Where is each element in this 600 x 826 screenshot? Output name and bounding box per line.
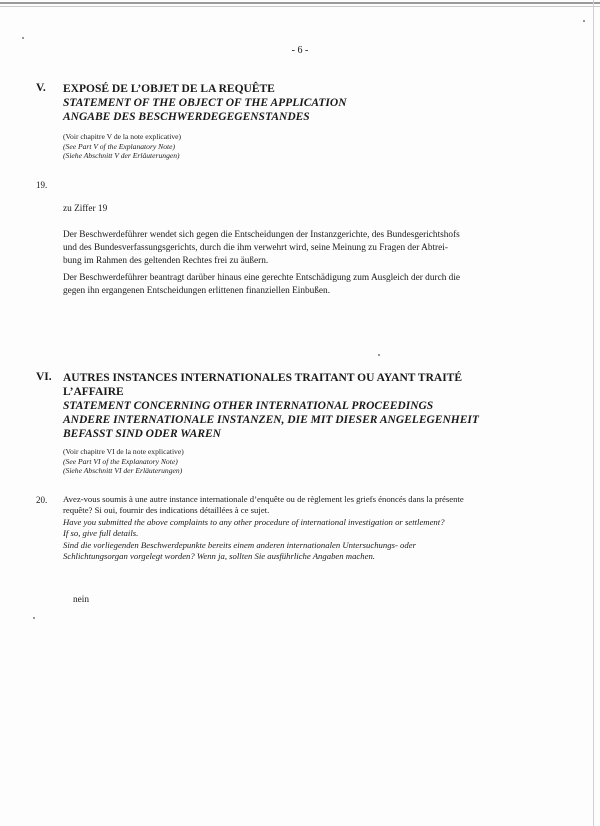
scan-speck: [33, 617, 35, 619]
section-v-title-de: ANGABE DES BESCHWERDEGEGENSTANDES: [63, 111, 310, 123]
section-v-note-de: (Siehe Abschnitt V der Erläuterungen): [63, 151, 180, 160]
item-20-question-de-line: Sind die vorliegenden Beschwerdepunkte bereits einem anderen internationalen Untersuchungs- oder: [63, 539, 416, 550]
section-vi-title-fr-cont: L’AFFAIRE: [63, 386, 124, 398]
section-vi-title-de-cont: BEFASST SIND ODER WAREN: [63, 428, 221, 440]
item-20-number: 20.: [36, 495, 48, 505]
item-19-paragraph-1-line: Der Beschwerdeführer wendet sich gegen die Entscheidungen der Instanzgerichte, des Bundesgerichtshofs: [63, 230, 460, 240]
scan-edge-right: [593, 0, 594, 826]
item-19-paragraph-2: [63, 272, 543, 298]
section-v-title-fr: EXPOSÉ DE L’OBJET DE LA REQUÊTE: [63, 83, 275, 95]
section-vi-note-fr: (Voir chapitre VI de la note explicative): [63, 447, 184, 456]
scan-edge-top-faint: [0, 6, 600, 7]
section-vi-notes: [63, 447, 184, 476]
section-vi-title: [63, 371, 479, 441]
item-20-question-fr-line: Avez-vous soumis à une autre instance internationale d’enquête ou de règlement les griefs énoncés dans la présente: [63, 494, 464, 504]
section-v-note-en: (See Part V of the Explanatory Note): [63, 141, 176, 151]
item-19-heading: zu Ziffer 19: [63, 204, 108, 214]
item-20-question: [63, 494, 464, 562]
page-number: - 6 -: [291, 45, 309, 56]
scan-speck: [378, 354, 380, 356]
item-19-paragraph-1-line: und des Bundesverfassungsgerichts, durch die ihm verwehrt wird, seine Meinung zu Fragen der Abtrei-: [63, 243, 448, 253]
section-vi-number: VI.: [36, 371, 52, 383]
item-19-paragraph-1: [63, 229, 543, 268]
section-vi-title-en: STATEMENT CONCERNING OTHER INTERNATIONAL PROCEEDINGS: [63, 400, 434, 412]
section-v-notes: [63, 132, 181, 161]
section-v-title: [63, 82, 347, 124]
section-v-number: V.: [36, 82, 46, 94]
section-v-note-fr: (Voir chapitre V de la note explicative): [63, 132, 182, 141]
section-vi-note-en: (See Part VI of the Explanatory Note): [63, 456, 178, 466]
item-19-number: 19.: [36, 180, 48, 190]
item-20-question-de-line: Schlichtungsorgan vorgelegt worden? Wenn ja, sollten Sie ausführliche Angaben machen.: [63, 551, 375, 562]
item-20-question-fr-line: requête? Si oui, fournir des indications détaillées à ce sujet.: [63, 505, 270, 516]
scan-speck: [22, 37, 24, 39]
item-20-answer: nein: [73, 595, 90, 605]
section-v-title-en: STATEMENT OF THE OBJECT OF THE APPLICATION: [63, 97, 347, 109]
item-19-paragraph-2-line: gegen ihn ergangenen Entscheidungen erlittenen finanziellen Einbußen.: [63, 286, 331, 296]
item-20-question-en-line: Have you submitted the above complaints to any other procedure of international investigation or settlement?: [63, 516, 445, 527]
section-vi-note-de: (Siehe Abschnitt VI der Erläuterungen): [63, 466, 183, 475]
item-19-paragraph-2-line: Der Beschwerdeführer beantragt darüber hinaus eine gerechte Entschädigung zum Ausgleich der durch die: [63, 273, 461, 283]
scan-speck: [583, 20, 585, 22]
section-vi-title-fr: AUTRES INSTANCES INTERNATIONALES TRAITANT OU AYANT TRAITÉ: [63, 372, 463, 384]
scan-edge-top: [0, 2, 600, 4]
item-20-question-en-line: If so, give full details.: [63, 528, 139, 539]
section-vi-title-de: ANDERE INTERNATIONALE INSTANZEN, DIE MIT DIESER ANGELEGENHEIT: [63, 414, 479, 426]
item-19-paragraph-1-line: bung im Rahmen des geltenden Rechtes frei zu äußern.: [63, 256, 269, 266]
